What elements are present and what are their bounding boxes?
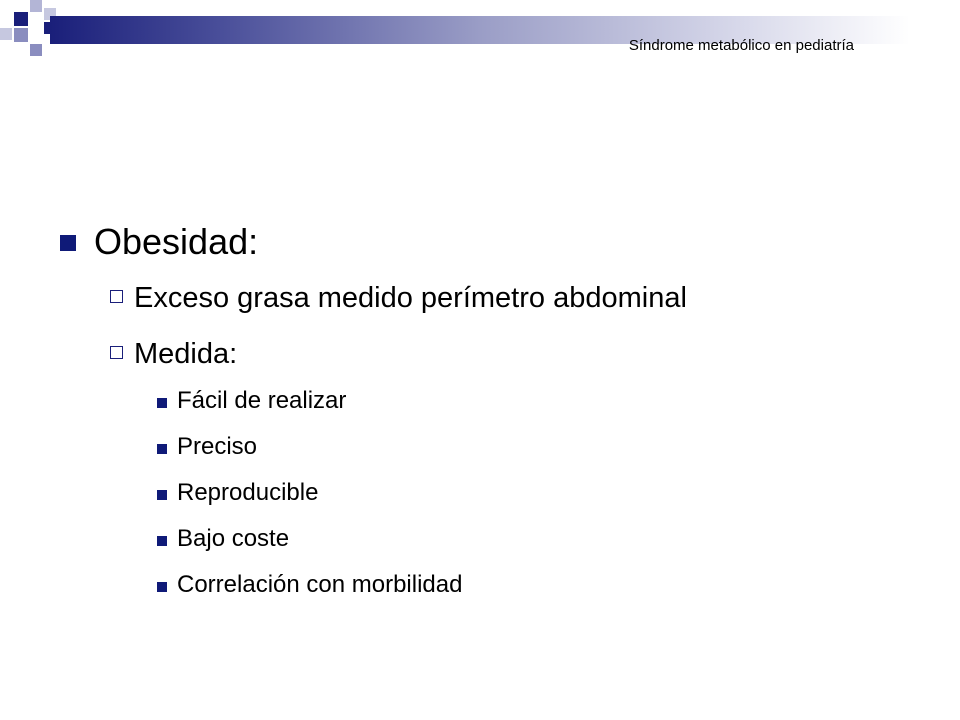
decor-square-dark (14, 12, 28, 26)
sub-item-text: Exceso grasa medido perímetro abdominal (134, 282, 687, 314)
square-bullet-icon (157, 398, 167, 408)
header-title: Síndrome metabólico en pediatría (628, 37, 854, 54)
hollow-square-bullet-icon (110, 346, 123, 359)
decor-square-light (30, 0, 42, 12)
square-bullet-icon (157, 536, 167, 546)
detail-item-text: Correlación con morbilidad (177, 571, 463, 598)
square-bullet-icon (157, 444, 167, 454)
decor-square-light (0, 28, 12, 40)
slide-heading: Obesidad: (94, 221, 259, 262)
detail-item-text: Bajo coste (177, 525, 290, 552)
decor-square-mid (30, 44, 42, 56)
square-bullet-icon (60, 235, 76, 251)
square-bullet-icon (157, 582, 167, 592)
square-bullet-icon (157, 490, 167, 500)
detail-item-text: Reproducible (177, 479, 319, 506)
sub-item-text: Medida: (134, 338, 238, 370)
hollow-square-bullet-icon (110, 290, 123, 303)
decor-square-mid (14, 28, 28, 42)
detail-item-text: Fácil de realizar (177, 387, 347, 414)
detail-item-text: Preciso (177, 433, 258, 460)
